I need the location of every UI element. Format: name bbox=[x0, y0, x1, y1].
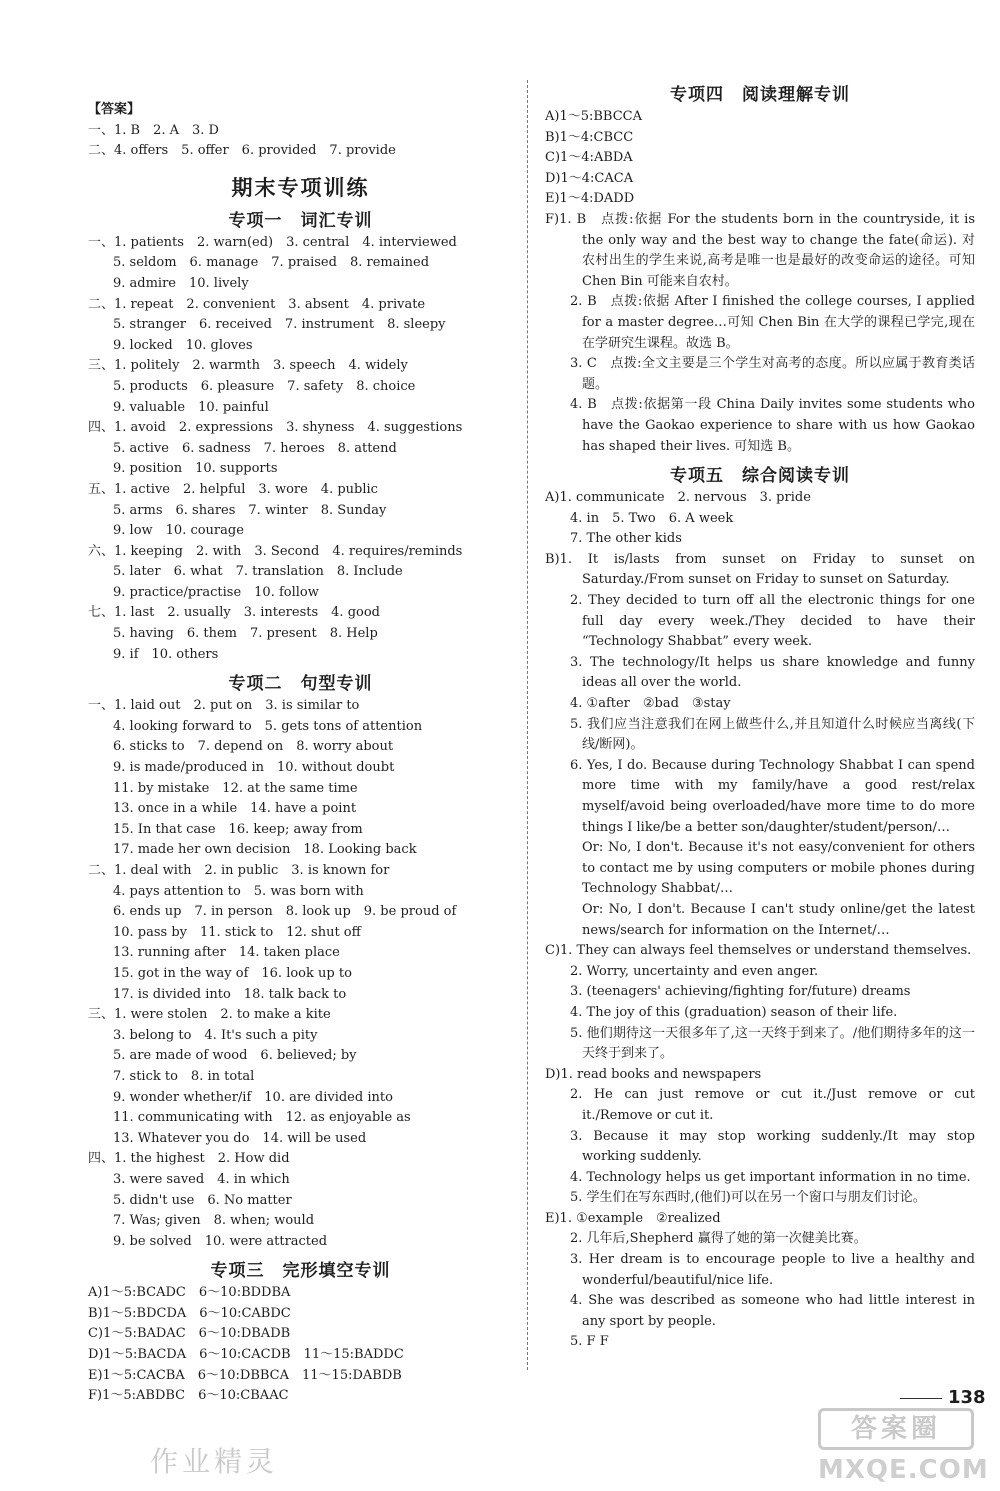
answer-line: 7. stick to 8. in total bbox=[113, 1068, 255, 1084]
answer-item: 5. 我们应当注意我们在网上做些什么,并且知道什么时候应当离线(下线/断网)。 bbox=[570, 716, 975, 753]
answer-line: 三、1. were stolen 2. to make a kite bbox=[88, 1007, 331, 1023]
answer-line: 9. valuable 10. painful bbox=[113, 399, 269, 415]
answer-item: A)1. communicate 2. nervous 3. pride bbox=[545, 490, 811, 506]
answer-item: 4. B 点拨:依据第一段 China Daily invites some students who have the Gaokao experience to share with us how Gaokao has shaped their lives. 可知选 B。 bbox=[570, 397, 975, 454]
answer-line: 四、1. the highest 2. How did bbox=[88, 1151, 290, 1167]
section-title: 专项三 完形填空专训 bbox=[210, 1261, 391, 1282]
answer-line: 5. didn't use 6. No matter bbox=[113, 1192, 292, 1208]
answer-line: A)1～5:BBCCA bbox=[545, 109, 643, 124]
answer-line: 二、1. repeat 2. convenient 3. absent 4. private bbox=[88, 296, 426, 312]
answer-line: 15. got in the way of 16. look up to bbox=[113, 965, 352, 981]
answer-line: 六、1. keeping 2. with 3. Second 4. requires/reminds bbox=[88, 543, 463, 559]
answer-line: 6. sticks to 7. depend on 8. worry about bbox=[113, 739, 394, 755]
answer-line: 13. running after 14. taken place bbox=[113, 945, 340, 961]
answer-line: 7. Was; given 8. when; would bbox=[113, 1213, 315, 1229]
watermark-logo: 答案圈 bbox=[818, 1408, 974, 1450]
answer-line: A)1～5:BCADC 6～10:BDDBA bbox=[88, 1285, 291, 1301]
section-sentence bbox=[88, 696, 513, 1252]
answer-line: 5. having 6. them 7. present 8. Help bbox=[113, 626, 378, 642]
answer-item: 2. 几年后,Shepherd 赢得了她的第一次健美比赛。 bbox=[570, 1231, 867, 1247]
answer-line: 10. pass by 11. stick to 12. shut off bbox=[113, 924, 361, 940]
answer-item: 3. Because it may stop working suddenly./It may stop working suddenly. bbox=[570, 1128, 975, 1165]
answer-line: 4. looking forward to 5. gets tons of attention bbox=[113, 718, 423, 734]
answer-item: Or: No, I don't. Because it's not easy/convenient for others to contact me by using computers or mobile phones during Technology Shabbat/… bbox=[582, 840, 975, 897]
answer-line: 9. if 10. others bbox=[113, 646, 219, 662]
answer-line: 一、1. patients 2. warn(ed) 3. central 4. interviewed bbox=[88, 234, 457, 250]
answer-line: D)1～5:BACDA 6～10:CACDB 11～15:BADDC bbox=[88, 1347, 404, 1363]
section-title: 专项四 阅读理解专训 bbox=[670, 85, 850, 105]
answer-item: 4. The joy of this (graduation) season of their life. bbox=[570, 1004, 898, 1020]
answer-item: E)1. ①example ②realized bbox=[545, 1210, 721, 1226]
right-column bbox=[545, 76, 975, 1353]
answer-line: E)1～5:CACBA 6～10:DBBCA 11～15:DABDB bbox=[88, 1367, 402, 1383]
answer-item: 3. The technology/It helps us share knowledge and funny ideas all over the world. bbox=[570, 654, 975, 691]
answer-item: Or: No, I don't. Because I can't study online/get the latest news/search for information on the Internet/… bbox=[582, 901, 975, 938]
answer-line: 13. once in a while 14. have a point bbox=[113, 801, 357, 817]
answer-line: 9. practice/practise 10. follow bbox=[113, 584, 319, 600]
answer-item: 2. Worry, uncertainty and even anger. bbox=[570, 963, 819, 979]
answer-line: 5. stranger 6. received 7. instrument 8. sleepy bbox=[113, 317, 446, 333]
answer-line: 9. be solved 10. were attracted bbox=[113, 1233, 328, 1249]
answer-item: 5. 学生们在写东西时,(他们)可以在另一个窗口与朋友们讨论。 bbox=[570, 1190, 926, 1206]
answer-item: 4. in 5. Two 6. A week bbox=[570, 510, 734, 526]
answer-line: 5. active 6. sadness 7. heroes 8. attend bbox=[113, 440, 397, 456]
answer-line: 9. wonder whether/if 10. are divided into bbox=[113, 1089, 393, 1105]
section-cloze bbox=[88, 1283, 513, 1407]
answer-line: 3. were saved 4. in which bbox=[113, 1171, 290, 1187]
answer-header: 【答案】 bbox=[88, 102, 141, 117]
answer-line: 四、1. avoid 2. expressions 3. shyness 4. suggestions bbox=[88, 420, 463, 436]
answer-item: 2. They decided to turn off all the electronic things for one full day every week./They decided to have their “Technology Shabbat” every week. bbox=[570, 593, 975, 650]
answer-line: B)1～5:BDCDA 6～10:CABDC bbox=[88, 1305, 291, 1321]
answer-line: C)1～4:ABDA bbox=[545, 150, 633, 166]
answer-line: 5. later 6. what 7. translation 8. Include bbox=[113, 564, 403, 580]
answer-line: 5. seldom 6. manage 7. praised 8. remained bbox=[113, 255, 430, 271]
answer-line: B)1～4:CBCC bbox=[545, 129, 634, 145]
answer-line: 三、1. politely 2. warmth 3. speech 4. widely bbox=[88, 358, 408, 374]
answer-item: F)1. B 点拨:依据 For the students born in the countryside, it is the only way and the best way to change the fate(命运). 对农村出生的学生来说,高考是唯一也是最好的改变命运的途径。可知 Chen Bin 可能来自农村。 bbox=[545, 211, 975, 289]
answer-line: 9. is made/produced in 10. without doubt bbox=[113, 760, 395, 776]
main-title: 期末专项训练 bbox=[231, 175, 370, 200]
section-title: 专项二 句型专训 bbox=[228, 674, 373, 695]
answer-line: 9. admire 10. lively bbox=[113, 275, 249, 291]
answer-item: 7. The other kids bbox=[570, 531, 682, 547]
answer-line: 二、4. offers 5. offer 6. provided 7. provide bbox=[88, 143, 396, 159]
answer-item: 4. She was described as someone who had little interest in any sport by people. bbox=[570, 1293, 975, 1329]
reading-f-items bbox=[545, 292, 975, 457]
answer-line: 一、1. laid out 2. put on 3. is similar to bbox=[88, 698, 360, 714]
answer-line: 5. are made of wood 6. believed; by bbox=[113, 1048, 357, 1064]
watermark-text: 作业精灵 bbox=[150, 1445, 279, 1478]
answer-line: 5. arms 6. shares 7. winter 8. Sunday bbox=[113, 502, 387, 518]
answer-line: 13. Whatever you do 14. will be used bbox=[113, 1130, 367, 1146]
column-divider bbox=[527, 80, 528, 1370]
section-comprehensive bbox=[545, 488, 975, 1353]
answer-line: 5. products 6. pleasure 7. safety 8. choice bbox=[113, 378, 416, 394]
answer-line: F)1～5:ABDBC 6～10:CBAAC bbox=[88, 1388, 289, 1404]
answer-line: 4. pays attention to 5. was born with bbox=[113, 883, 364, 899]
section-title: 专项五 综合阅读专训 bbox=[670, 466, 850, 487]
answer-line: 17. is divided into 18. talk back to bbox=[113, 986, 347, 1002]
watermark-url: MXQE.COM bbox=[818, 1455, 989, 1485]
answer-line: 15. In that case 16. keep; away from bbox=[113, 821, 363, 837]
answer-line: 五、1. active 2. helpful 3. wore 4. public bbox=[88, 481, 378, 497]
answer-line: 一、1. B 2. A 3. D bbox=[88, 122, 219, 138]
answer-line: 3. belong to 4. It's such a pity bbox=[113, 1027, 318, 1043]
answer-line: 七、1. last 2. usually 3. interests 4. good bbox=[88, 605, 380, 621]
answer-item: 3. (teenagers' achieving/fighting for/future) dreams bbox=[570, 984, 911, 1000]
answer-item: 5. 他们期待这一天很多年了,这一天终于到来了。/他们期待多年的这一天终于到来了。 bbox=[570, 1025, 975, 1062]
answer-line: 二、1. deal with 2. in public 3. is known for bbox=[88, 863, 390, 878]
section-vocab bbox=[88, 233, 513, 665]
answer-item: 2. B 点拨:依据 After I finished the college courses, I applied for a master degree…可知 Chen Bin 在大学的课程已学完,现在在学研究生课程。故选 B。 bbox=[570, 294, 975, 351]
section-reading bbox=[545, 107, 975, 210]
page-number: 138 bbox=[948, 1387, 986, 1408]
section-title: 专项一 词汇专训 bbox=[228, 210, 373, 231]
left-column bbox=[88, 100, 513, 1407]
answer-line: 17. made her own decision 18. Looking back bbox=[113, 842, 417, 858]
page-rule bbox=[900, 1398, 942, 1399]
answer-line: 11. by mistake 12. at the same time bbox=[113, 780, 358, 796]
answer-line: 9. low 10. courage bbox=[113, 523, 244, 539]
answer-item: 2. He can just remove or cut it./Just remove or cut it./Remove or cut it. bbox=[570, 1087, 975, 1123]
answer-item: C)1. They can always feel themselves or understand themselves. bbox=[545, 943, 972, 959]
answer-line: 9. locked 10. gloves bbox=[113, 337, 253, 353]
answer-item: 3. C 点拨:全文主要是三个学生对高考的态度。所以应属于教育类话题。 bbox=[570, 356, 975, 392]
answer-line: D)1～4:CACA bbox=[545, 170, 634, 186]
answer-item: 4. ①after ②bad ③stay bbox=[570, 696, 731, 712]
answer-item: D)1. read books and newspapers bbox=[545, 1066, 762, 1082]
answer-line: C)1～5:BADAC 6～10:DBADB bbox=[88, 1326, 291, 1342]
answer-item: B)1. It is/lasts from sunset on Friday to sunset on Saturday./From sunset on Friday to sunset on Saturday. bbox=[545, 551, 975, 588]
answer-line: E)1～4:DADD bbox=[545, 191, 635, 207]
answer-line: 6. ends up 7. in person 8. look up 9. be proud of bbox=[113, 904, 457, 920]
answer-item: 4. Technology helps us get important information in no time. bbox=[570, 1169, 971, 1185]
answer-item: 3. Her dream is to encourage people to live a healthy and wonderful/beautiful/nice life. bbox=[570, 1252, 975, 1288]
answer-item: 5. F F bbox=[570, 1334, 609, 1350]
answer-line: 11. communicating with 12. as enjoyable as bbox=[113, 1110, 411, 1126]
answer-line: 9. position 10. supports bbox=[113, 461, 278, 477]
answer-item: 6. Yes, I do. Because during Technology Shabbat I can spend more time with my family/have a good rest/relax myself/avoid being overloaded/have more time to do more things I like/be a better son/daughter/student/person/… bbox=[570, 757, 975, 835]
